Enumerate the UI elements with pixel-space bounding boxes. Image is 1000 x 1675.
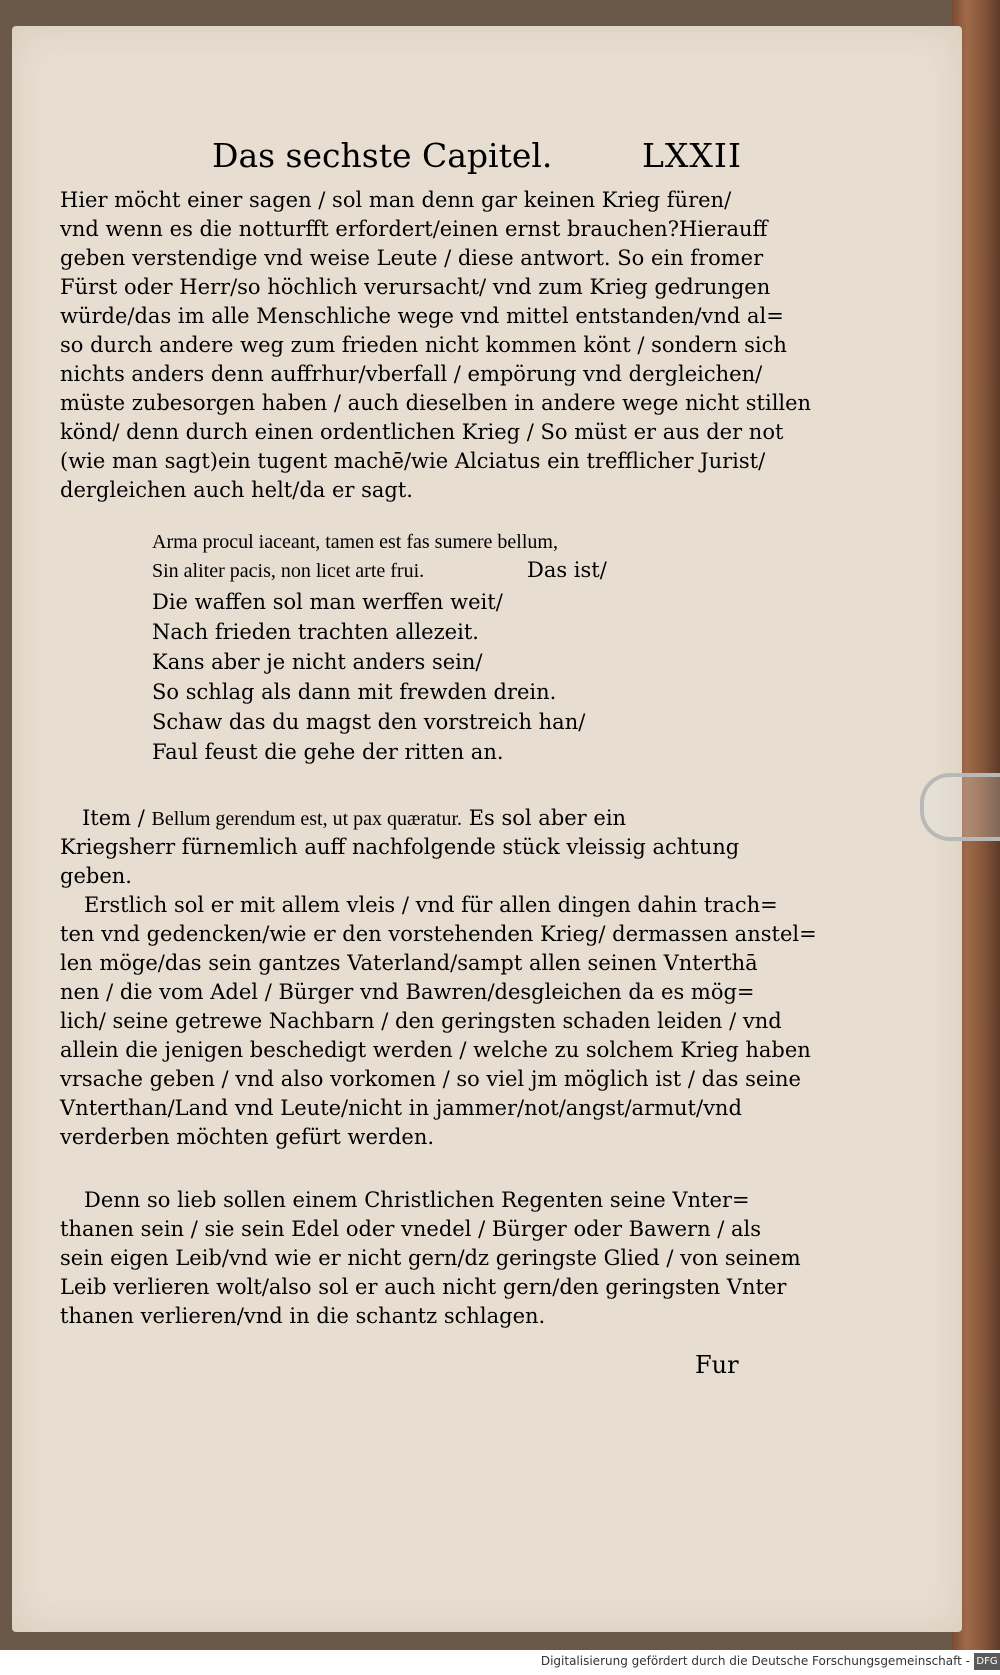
text-line: len möge/das sein gantzes Vaterland/sampt allen seinen Vnterthā xyxy=(60,951,758,975)
text-line: vnd wenn es die notturfft erfordert/einen ernst brauchen?Hierauff xyxy=(60,217,768,241)
text-line: Erstlich sol er mit allem vleis / vnd für allen dingen dahin trach= xyxy=(84,893,778,917)
text-line: nen / die vom Adel / Bürger vnd Bawren/desgleichen da es mög= xyxy=(60,980,755,1004)
funding-credit: Digitalisierung gefördert durch die Deutsche Forschungsgemeinschaft - xyxy=(540,1654,970,1668)
text-line: nichts anders denn auffrhur/vberfall / empörung vnd dergleichen/ xyxy=(60,362,763,386)
text-line: dergleichen auch helt/da er sagt. xyxy=(60,478,413,502)
text-line: ten vnd gedencken/wie er den vorstehenden Krieg/ dermassen anstel= xyxy=(60,922,817,946)
dfg-logo: DFG xyxy=(974,1653,1000,1670)
text-line: lich/ seine getrewe Nachbarn / den geringsten schaden leiden / vnd xyxy=(60,1009,782,1033)
latin-verse-line: Arma procul iaceant, tamen est fas sumere bellum, xyxy=(152,531,558,553)
german-verse-line: Kans aber je nicht anders sein/ xyxy=(152,650,483,674)
text-line: müste zubesorgen haben / auch dieselben in andere wege nicht stillen xyxy=(60,391,812,415)
german-verse-line: Faul feust die gehe der ritten an. xyxy=(152,740,504,764)
text-line: würde/das im alle Menschliche wege vnd mittel entstanden/vnd al= xyxy=(60,304,784,328)
text-line xyxy=(82,804,626,833)
item-word: Item / xyxy=(82,806,145,830)
text-line: Denn so lieb sollen einem Christlichen Regenten seine Vnter= xyxy=(84,1188,750,1212)
text-line: vrsache geben / vnd also vorkomen / so viel jm möglich ist / das seine xyxy=(60,1067,801,1091)
german-verse-line: So schlag als dann mit frewden drein. xyxy=(152,680,557,704)
latin-verse-line: Sin aliter pacis, non licet arte frui. xyxy=(152,560,425,582)
text-line: (wie man sagt)ein tugent machē/wie Alciatus ein trefflicher Jurist/ xyxy=(60,449,766,473)
text-line: Kriegsherr fürnemlich auff nachfolgende stück vleissig achtung xyxy=(60,835,740,859)
text-line: Hier möcht einer sagen / sol man denn gar keinen Krieg füren/ xyxy=(60,188,732,212)
text-line: thanen sein / sie sein Edel oder vnedel / Bürger oder Bawern / als xyxy=(60,1217,762,1241)
text-line: könd/ denn durch einen ordentlichen Krieg / So müst er aus der not xyxy=(60,420,784,444)
text-line: thanen verlieren/vnd in die schantz schlagen. xyxy=(60,1304,546,1328)
german-verse-line: Die waffen sol man werffen weit/ xyxy=(152,590,503,614)
text-line: Leib verlieren wolt/also sol er auch nicht gern/den geringsten Vnter xyxy=(60,1275,787,1299)
text-line: geben verstendige vnd weise Leute / diese antwort. So ein fromer xyxy=(60,246,764,270)
chapter-title: Das sechste Capitel. xyxy=(212,136,553,175)
footer-bar xyxy=(0,1650,1000,1675)
latin-maxim: Bellum gerendum est, ut pax quæratur. xyxy=(151,808,463,830)
text-line: Fürst oder Herr/so höchlich verursacht/ vnd zum Krieg gedrungen xyxy=(60,275,771,299)
german-verse-line: Schaw das du magst den vorstreich han/ xyxy=(152,710,586,734)
catchword: Fur xyxy=(695,1351,739,1379)
folio-number: LXXII xyxy=(642,136,742,175)
text-fragment: Es sol aber ein xyxy=(468,806,627,830)
text-line: so durch andere weg zum frieden nicht kommen könt / sondern sich xyxy=(60,333,787,357)
text-line: sein eigen Leib/vnd wie er nicht gern/dz geringste Glied / von seinem xyxy=(60,1246,801,1270)
text-line: Vnterthan/Land vnd Leute/nicht in jammer/not/angst/armut/vnd xyxy=(60,1096,742,1120)
text-line: verderben möchten gefürt werden. xyxy=(60,1125,435,1149)
das-ist-label: Das ist/ xyxy=(527,558,607,582)
german-verse-line: Nach frieden trachten allezeit. xyxy=(152,620,479,644)
text-line: geben. xyxy=(60,864,132,888)
book-page xyxy=(12,26,962,1632)
page-clip xyxy=(920,773,1000,841)
text-line: allein die jenigen beschedigt werden / welche zu solchem Krieg haben xyxy=(60,1038,811,1062)
